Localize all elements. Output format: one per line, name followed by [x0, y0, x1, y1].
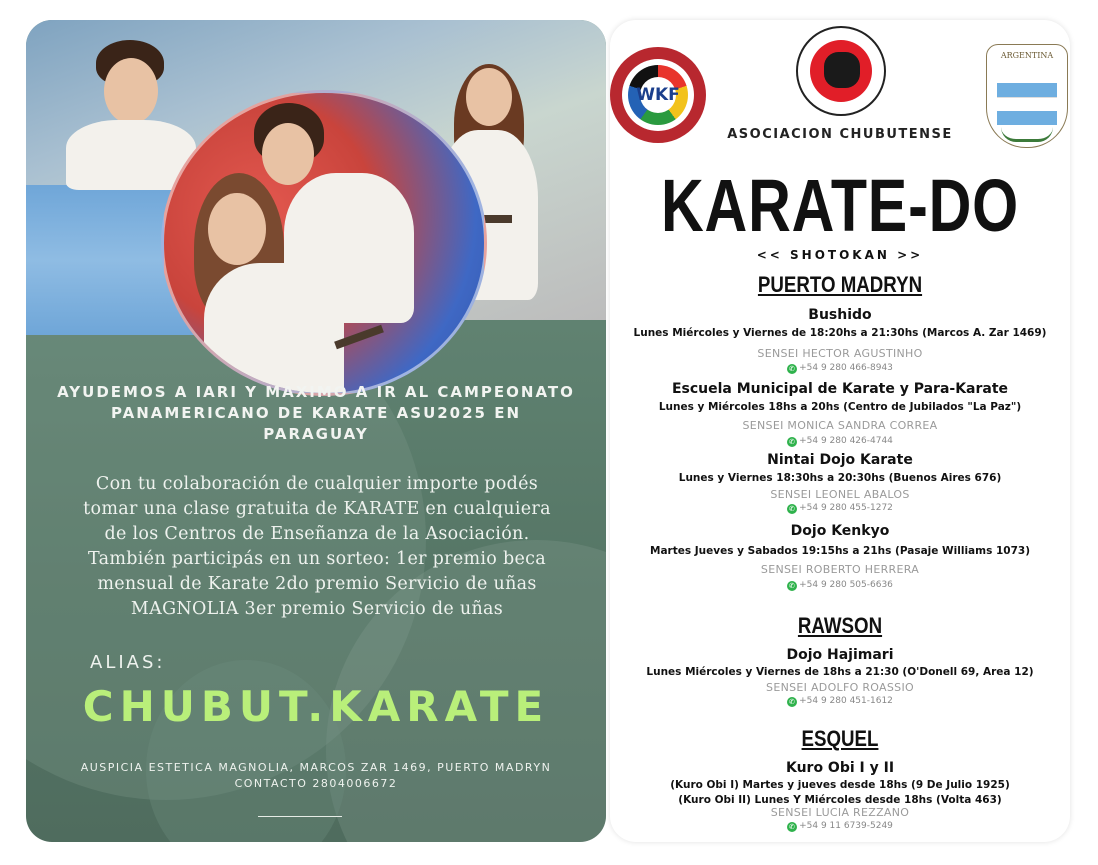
association-logo — [796, 26, 886, 116]
phone-number: +54 9 280 466-8943 — [799, 363, 893, 373]
dojo-name: Escuela Municipal de Karate y Para-Karate — [671, 381, 1009, 397]
page-title: KARATE-DO — [661, 164, 1019, 247]
headline-line: PARAGUAY — [263, 425, 369, 443]
face-shape — [262, 123, 314, 185]
dojo-schedule: Lunes Miércoles y Viernes de 18hs a 21:30 (O'Donell 69, Area 12) — [646, 666, 1034, 678]
phone-number: +54 9 280 426-4744 — [799, 436, 893, 446]
fundraiser-card — [26, 20, 606, 842]
dojo-name: Dojo Hajimari — [786, 647, 894, 663]
dojo-schedule: Lunes y Miércoles 18hs a 20hs (Centro de Jubilados "La Paz") — [658, 401, 1022, 413]
alias-value: CHUBUT.KARATE — [82, 682, 550, 731]
contact-line: CONTACTO 2804006672 — [234, 777, 398, 790]
dojo-schedule: Lunes y Viernes 18:30hs a 20:30hs (Buenos Aires 676) — [678, 472, 1002, 484]
dojo-sensei: SENSEI LEONEL ABALOS — [770, 488, 910, 501]
campaign-headline — [26, 382, 606, 445]
dojo-sensei: SENSEI ROBERTO HERRERA — [760, 563, 920, 576]
campaign-description — [42, 472, 592, 622]
face-shape — [466, 68, 512, 126]
dojo-name: Nintai Dojo Karate — [767, 452, 913, 468]
city-heading-puerto-madryn: PUERTO MADRYN — [757, 272, 923, 297]
dojo-directory-card — [610, 20, 1070, 842]
whatsapp-icon: ✆ — [787, 437, 797, 447]
whatsapp-icon: ✆ — [787, 822, 797, 832]
face-shape — [208, 193, 266, 265]
description-line: mensual de Karate 2do premio Servicio de uñas — [97, 574, 537, 594]
headline-line: AYUDEMOS A IARI Y MAXIMO A IR AL CAMPEONATO — [57, 383, 575, 401]
alias-label: ALIAS: — [90, 652, 166, 673]
dojo-phone — [610, 821, 1070, 832]
organization-name: ASOCIACION CHUBUTENSE — [727, 127, 953, 142]
phone-number: +54 9 280 505-6636 — [799, 580, 893, 590]
dojo-sensei: SENSEI MONICA SANDRA CORREA — [742, 419, 938, 432]
dojo-schedule: Lunes Miércoles y Viernes de 18:20hs a 21:30hs (Marcos A. Zar 1469) — [633, 327, 1047, 339]
face-shape — [104, 58, 158, 124]
arg-logo-text: ARGENTINA — [1000, 51, 1054, 60]
dojo-phone — [610, 696, 1070, 707]
dojo-phone — [610, 580, 1070, 591]
phone-number: +54 9 280 451-1612 — [799, 696, 893, 706]
sponsor-info — [26, 760, 606, 792]
description-line: MAGNOLIA 3er premio Servicio de uñas — [130, 599, 504, 619]
whatsapp-icon: ✆ — [787, 504, 797, 514]
athletes-selfie-photo — [161, 90, 487, 396]
dojo-schedule: (Kuro Obi I) Martes y jueves desde 18hs (9 De Julio 1925) — [670, 779, 1010, 791]
dojo-phone — [610, 436, 1070, 447]
whatsapp-icon: ✆ — [787, 364, 797, 374]
dojo-schedule: (Kuro Obi II) Lunes Y Miércoles desde 18hs (Volta 463) — [678, 794, 1002, 806]
city-heading-esquel: ESQUEL — [801, 726, 879, 751]
dojo-name: Dojo Kenkyo — [790, 523, 890, 539]
wkf-logo-text: WKF — [636, 85, 680, 105]
karate-gi-shape — [204, 263, 344, 396]
description-line: de los Centros de Enseñanza de la Asociación. — [104, 524, 530, 544]
dojo-phone — [610, 503, 1070, 514]
dojo-sensei: SENSEI HECTOR AGUSTINHO — [757, 347, 923, 360]
description-line: Con tu colaboración de cualquier importe podés — [95, 474, 539, 494]
divider — [258, 816, 342, 817]
headline-line: PANAMERICANO DE KARATE ASU2025 EN — [110, 404, 522, 422]
dojo-name: Kuro Obi I y II — [785, 760, 895, 776]
city-heading-rawson: RAWSON — [797, 613, 883, 638]
description-line: tomar una clase gratuita de KARATE en cualquiera — [83, 499, 551, 519]
tiger-icon — [824, 52, 860, 88]
phone-number: +54 9 280 455-1272 — [799, 503, 893, 513]
whatsapp-icon: ✆ — [787, 697, 797, 707]
dojo-sensei: SENSEI LUCIA REZZANO — [770, 806, 910, 819]
dojo-sensei: SENSEI ADOLFO ROASSIO — [766, 681, 914, 694]
description-line: También participás en un sorteo: 1er premio beca — [88, 549, 546, 569]
style-label: << SHOTOKAN >> — [756, 248, 924, 262]
dojo-schedule: Martes Jueves y Sabados 19:15hs a 21hs (Pasaje Williams 1073) — [650, 545, 1030, 557]
dojo-name: Bushido — [808, 307, 872, 323]
phone-number: +54 9 11 6739-5249 — [799, 821, 893, 831]
sponsor-line: AUSPICIA ESTETICA MAGNOLIA, MARCOS ZAR 1469, PUERTO MADRYN — [80, 761, 552, 774]
whatsapp-icon: ✆ — [787, 581, 797, 591]
dojo-phone — [610, 363, 1070, 374]
